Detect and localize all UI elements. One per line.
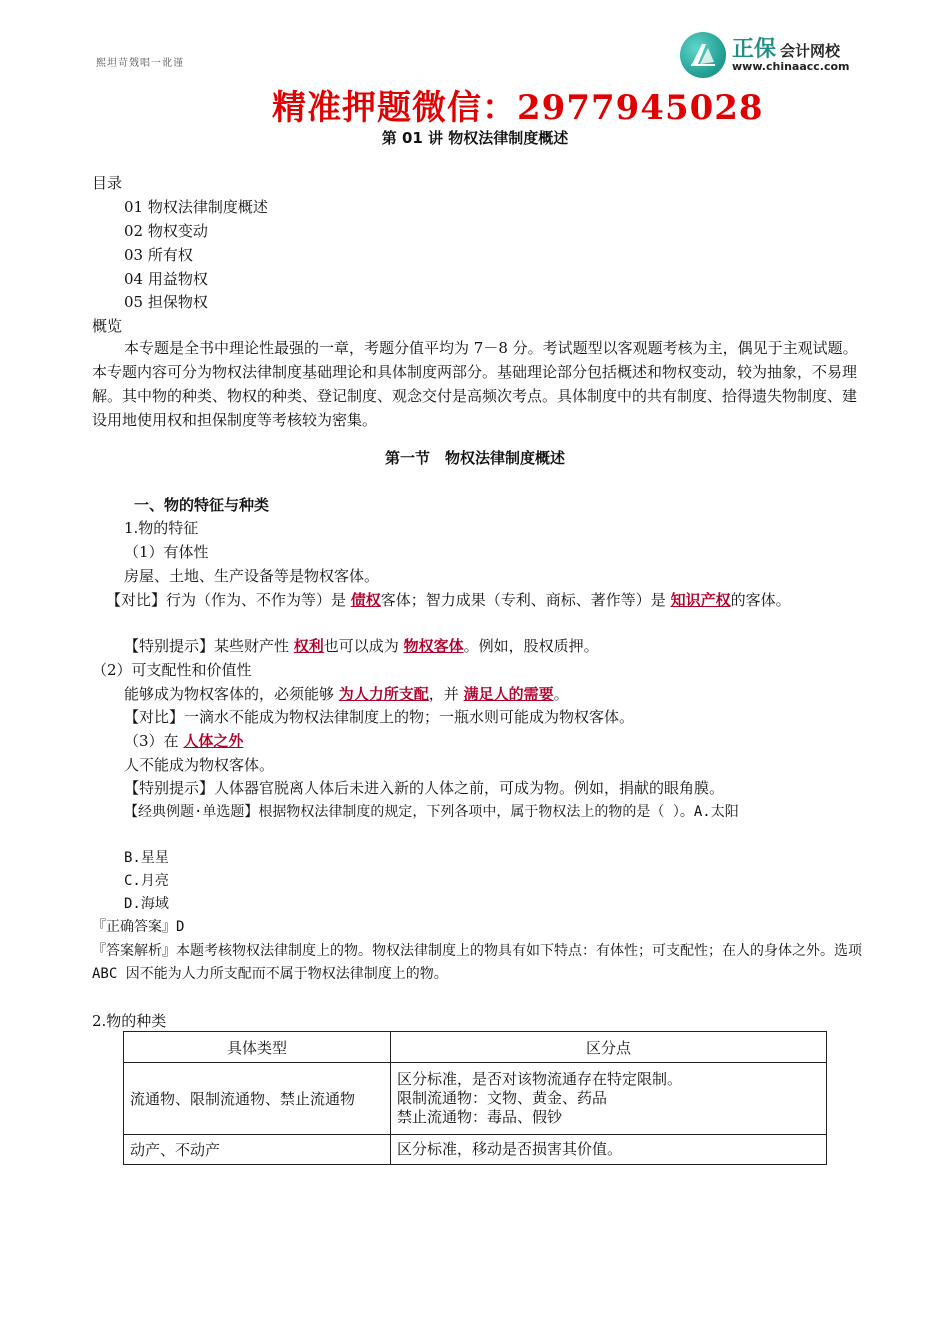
tip-note: 【特别提示】人体器官脱离人体后未进入新的人体之前，可成为物。例如，捐献的眼角膜。 bbox=[124, 779, 725, 797]
tip-text: 。例如，股权质押。 bbox=[463, 637, 599, 655]
tip-text: 也可以成为 bbox=[323, 637, 404, 655]
point-text: 人不能成为物权客体。 bbox=[124, 756, 275, 774]
overview-heading: 概览 bbox=[92, 317, 123, 335]
correct-answer: 『正确答案』D bbox=[92, 919, 185, 935]
highlight-term: 为人力所支配 bbox=[338, 685, 429, 703]
point-heading: 1.物的特征 bbox=[124, 519, 199, 537]
logo-emblem bbox=[680, 32, 726, 78]
toc-item: 04 用益物权 bbox=[124, 270, 208, 288]
toc-item: 01 物权法律制度概述 bbox=[124, 198, 268, 216]
wechat-banner: 精准押题微信：2977945028 bbox=[272, 88, 764, 128]
option-c: C.月亮 bbox=[124, 873, 169, 889]
compare-text: 【对比】行为（作为、不作为等）是 bbox=[106, 591, 351, 609]
point-text-part: ，并 bbox=[428, 685, 464, 703]
logo-subtitle: 会计网校 bbox=[780, 42, 841, 60]
highlight-term: 满足人的需要 bbox=[463, 685, 554, 703]
point-label: （2）可支配性和价值性 bbox=[92, 661, 252, 679]
logo-book-icon bbox=[690, 40, 716, 68]
point-label-part: （3）在 bbox=[124, 732, 184, 750]
table-cell-line: 区分标准，移动是否损害其价值。 bbox=[397, 1140, 623, 1158]
table-header-cell: 具体类型 bbox=[124, 1032, 391, 1063]
compare-text: 的客体。 bbox=[730, 591, 791, 609]
table-row bbox=[124, 1063, 827, 1135]
compare-note bbox=[92, 589, 862, 612]
point-text bbox=[124, 683, 569, 704]
highlight-term: 人体之外 bbox=[183, 732, 244, 750]
compare-text: 客体；智力成果（专利、商标、著作等）是 bbox=[380, 591, 671, 609]
point-text-part: 能够成为物权客体的，必须能够 bbox=[124, 685, 339, 703]
table-row bbox=[124, 1135, 827, 1165]
toc-heading: 目录 bbox=[92, 174, 123, 192]
tip-note bbox=[124, 635, 599, 656]
table-cell-type: 动产、不动产 bbox=[124, 1135, 391, 1165]
table-cell-line: 限制流通物：文物、黄金、药品 bbox=[397, 1089, 608, 1107]
logo-title bbox=[732, 32, 840, 63]
types-table bbox=[123, 1031, 827, 1165]
highlight-term: 权利 bbox=[293, 637, 324, 655]
tip-text: 【特别提示】某些财产性 bbox=[124, 637, 294, 655]
toc-item: 05 担保物权 bbox=[124, 293, 208, 311]
overview-paragraph: 本专题是全书中理论性最强的一章，考题分值平均为 7－8 分。考试题型以客观题考核为主，偶见于主观试题。本专题内容可分为物权法律制度基础理论和具体制度两部分。基础理论部分包括概述和物权变动，较为抽象，不易理解。其中物的种类、物权的种类、登记制度、观念交付是高频次考点。具体制度中的共有制度、拾得遗失物制度、建设用地使用权和担保制度等考核较为密集。 bbox=[92, 339, 858, 429]
point-heading: 2.物的种类 bbox=[92, 1012, 167, 1030]
highlight-term: 知识产权 bbox=[670, 591, 731, 609]
point-text-part: 。 bbox=[553, 685, 569, 703]
point-label bbox=[124, 730, 243, 751]
chinaacc-logo bbox=[680, 30, 870, 80]
toc-item: 02 物权变动 bbox=[124, 222, 208, 240]
compare-note: 【对比】一滴水不能成为物权法律制度上的物；一瓶水则可能成为物权客体。 bbox=[124, 708, 635, 726]
header-smudge-text: 熙坦苛戣唱一讹谨 bbox=[96, 58, 184, 69]
point-label: （1）有体性 bbox=[124, 543, 209, 561]
subsection-heading: 一、物的特征与种类 bbox=[134, 496, 270, 514]
option-b: B.星星 bbox=[124, 850, 169, 866]
table-cell-desc bbox=[391, 1135, 827, 1165]
option-d: D.海域 bbox=[124, 896, 169, 912]
highlight-term: 债权 bbox=[350, 591, 381, 609]
table-cell-type: 流通物、限制流通物、禁止流通物 bbox=[124, 1063, 391, 1135]
table-header-cell: 区分点 bbox=[391, 1032, 827, 1063]
table-cell-line: 禁止流通物：毒品、假钞 bbox=[397, 1108, 563, 1126]
highlight-term: 物权客体 bbox=[403, 637, 464, 655]
section-title: 第一节 物权法律制度概述 bbox=[384, 449, 565, 467]
example-question: 【经典例题·单选题】根据物权法律制度的规定，下列各项中，属于物权法上的物的是（ ）。A.太阳 bbox=[124, 804, 739, 820]
table-cell-line: 区分标准，是否对该物流通存在特定限制。 bbox=[397, 1070, 683, 1088]
toc-item: 03 所有权 bbox=[124, 246, 193, 264]
logo-url: www.chinaacc.com bbox=[732, 60, 850, 73]
lecture-title: 第 01 讲 物权法律制度概述 bbox=[381, 129, 569, 147]
point-text: 房屋、土地、生产设备等是物权客体。 bbox=[124, 567, 380, 585]
table-cell-desc bbox=[391, 1063, 827, 1135]
logo-title-text: 正保 bbox=[732, 37, 777, 62]
table-header-row bbox=[124, 1032, 827, 1063]
answer-analysis: 『答案解析』本题考核物权法律制度上的物。物权法律制度上的物具有如下特点：有体性；可支配性；在人的身体之外。选项 ABC 因不能为人力所支配而不属于物权法律制度上的物。 bbox=[92, 943, 862, 982]
